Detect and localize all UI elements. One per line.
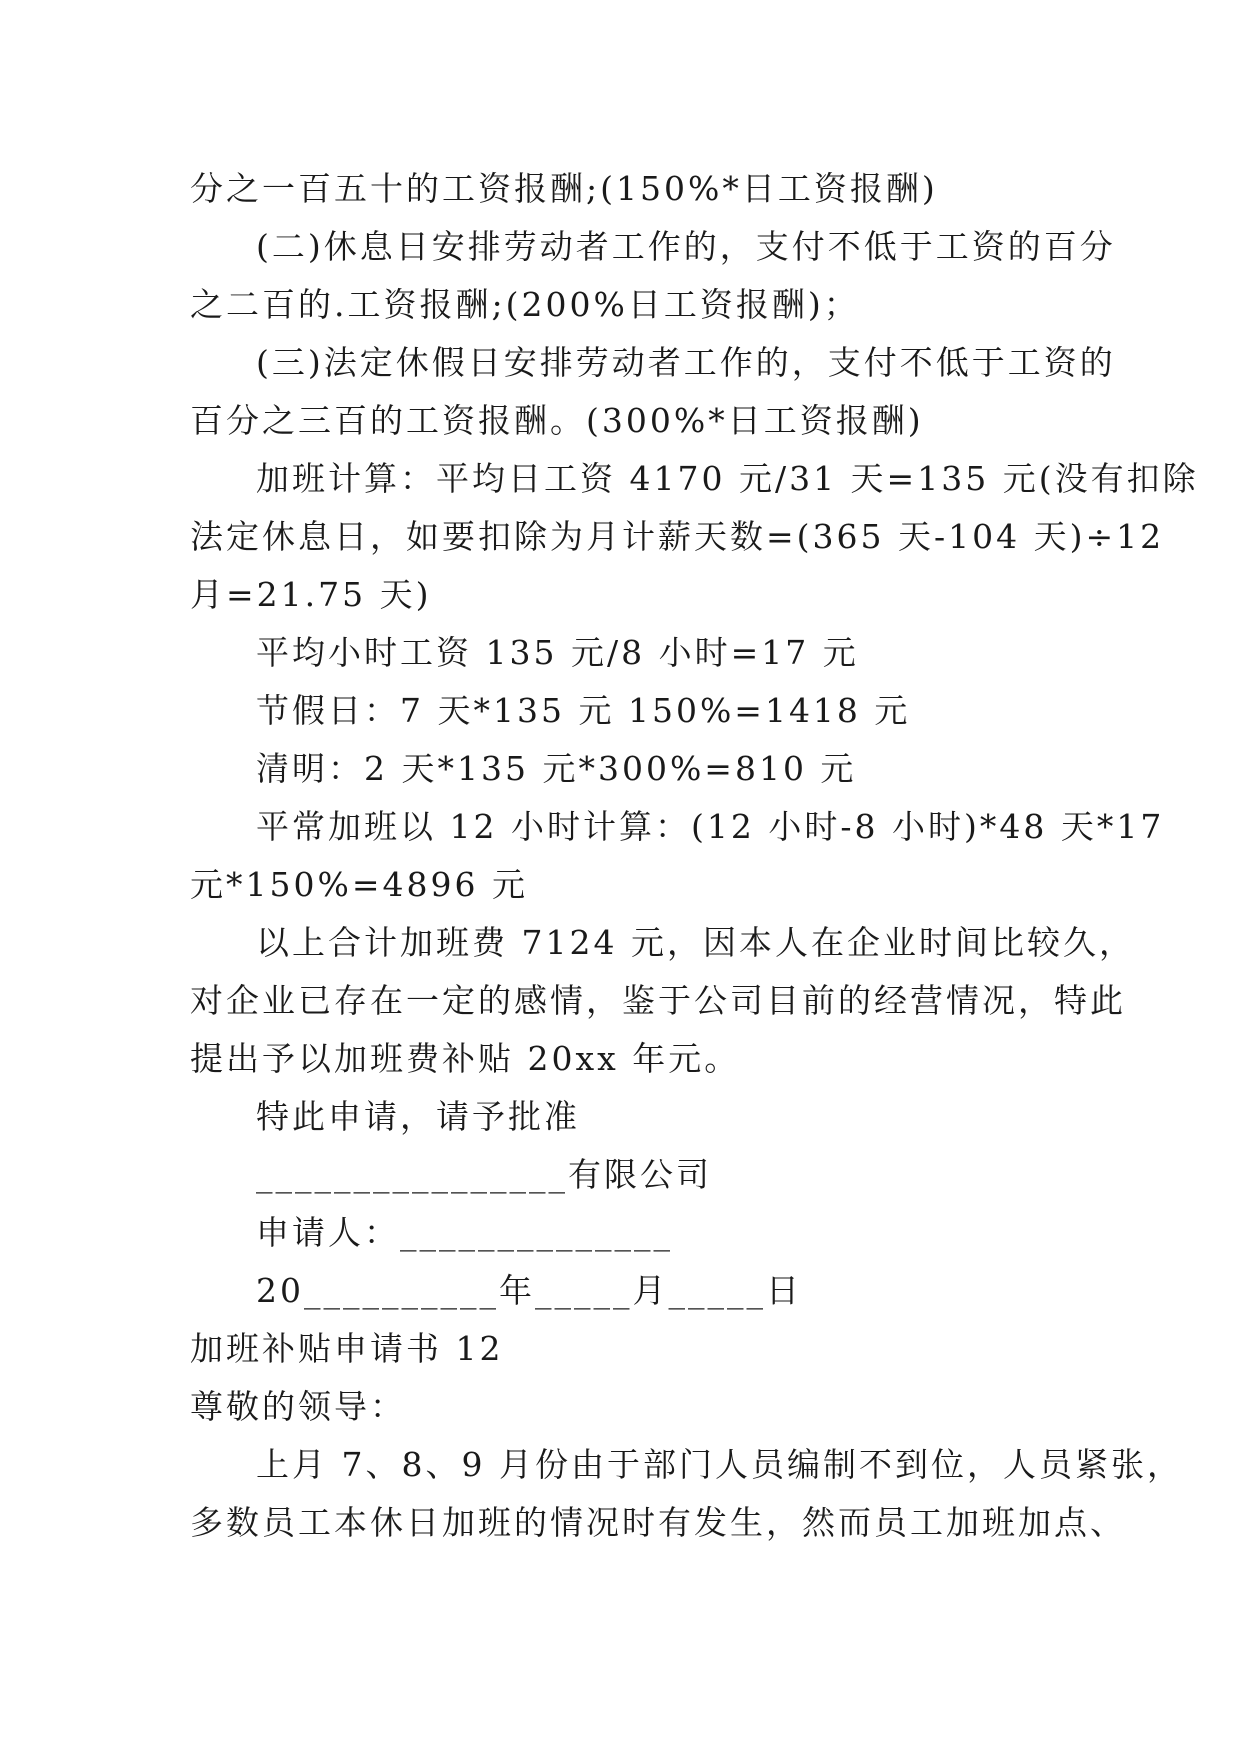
text-line: 百分之三百的工资报酬。(300%*日工资报酬)	[190, 401, 924, 440]
section-title: 加班补贴申请书 12	[190, 1329, 504, 1368]
text-line: 平均小时工资 135 元/8 小时=17 元	[256, 633, 859, 672]
document-body	[190, 160, 1199, 1552]
text-line: 多数员工本休日加班的情况时有发生，然而员工加班加点、	[190, 1503, 1126, 1542]
text-line: 提出予以加班费补贴 20xx 年元。	[190, 1039, 741, 1078]
text-line: 元*150%=4896 元	[190, 865, 528, 904]
text-line: 对企业已存在一定的感情，鉴于公司目前的经营情况，特此	[190, 981, 1126, 1020]
text-line: (三)法定休假日安排劳动者工作的，支付不低于工资的	[256, 343, 1116, 382]
text-line: 加班计算：平均日工资 4170 元/31 天=135 元(没有扣除	[256, 459, 1199, 498]
text-line: 以上合计加班费 7124 元，因本人在企业时间比较久，	[256, 923, 1135, 962]
text-line: 清明：2 天*135 元*300%=810 元	[256, 749, 857, 788]
text-line: 20__________年_____月_____日	[256, 1271, 802, 1310]
text-line: 月=21.75 天)	[190, 575, 432, 614]
salutation: 尊敬的领导：	[190, 1387, 406, 1426]
text-line: ________________有限公司	[256, 1155, 712, 1194]
text-line: 分之一百五十的工资报酬;(150%*日工资报酬)	[190, 169, 938, 208]
text-line: 特此申请，请予批准	[256, 1097, 580, 1136]
text-line: (二)休息日安排劳动者工作的，支付不低于工资的百分	[256, 227, 1116, 266]
text-line: 平常加班以 12 小时计算：(12 小时-8 小时)*48 天*17	[256, 807, 1165, 846]
text-line: 上月 7、8、9 月份由于部门人员编制不到位，人员紧张，	[256, 1445, 1183, 1484]
text-line: 节假日：7 天*135 元 150%=1418 元	[256, 691, 911, 730]
text-line: 法定休息日，如要扣除为月计薪天数=(365 天-104 天)÷12	[190, 517, 1165, 556]
text-line: 申请人：______________	[256, 1213, 673, 1252]
text-line: 之二百的.工资报酬;(200%日工资报酬)；	[190, 285, 860, 324]
